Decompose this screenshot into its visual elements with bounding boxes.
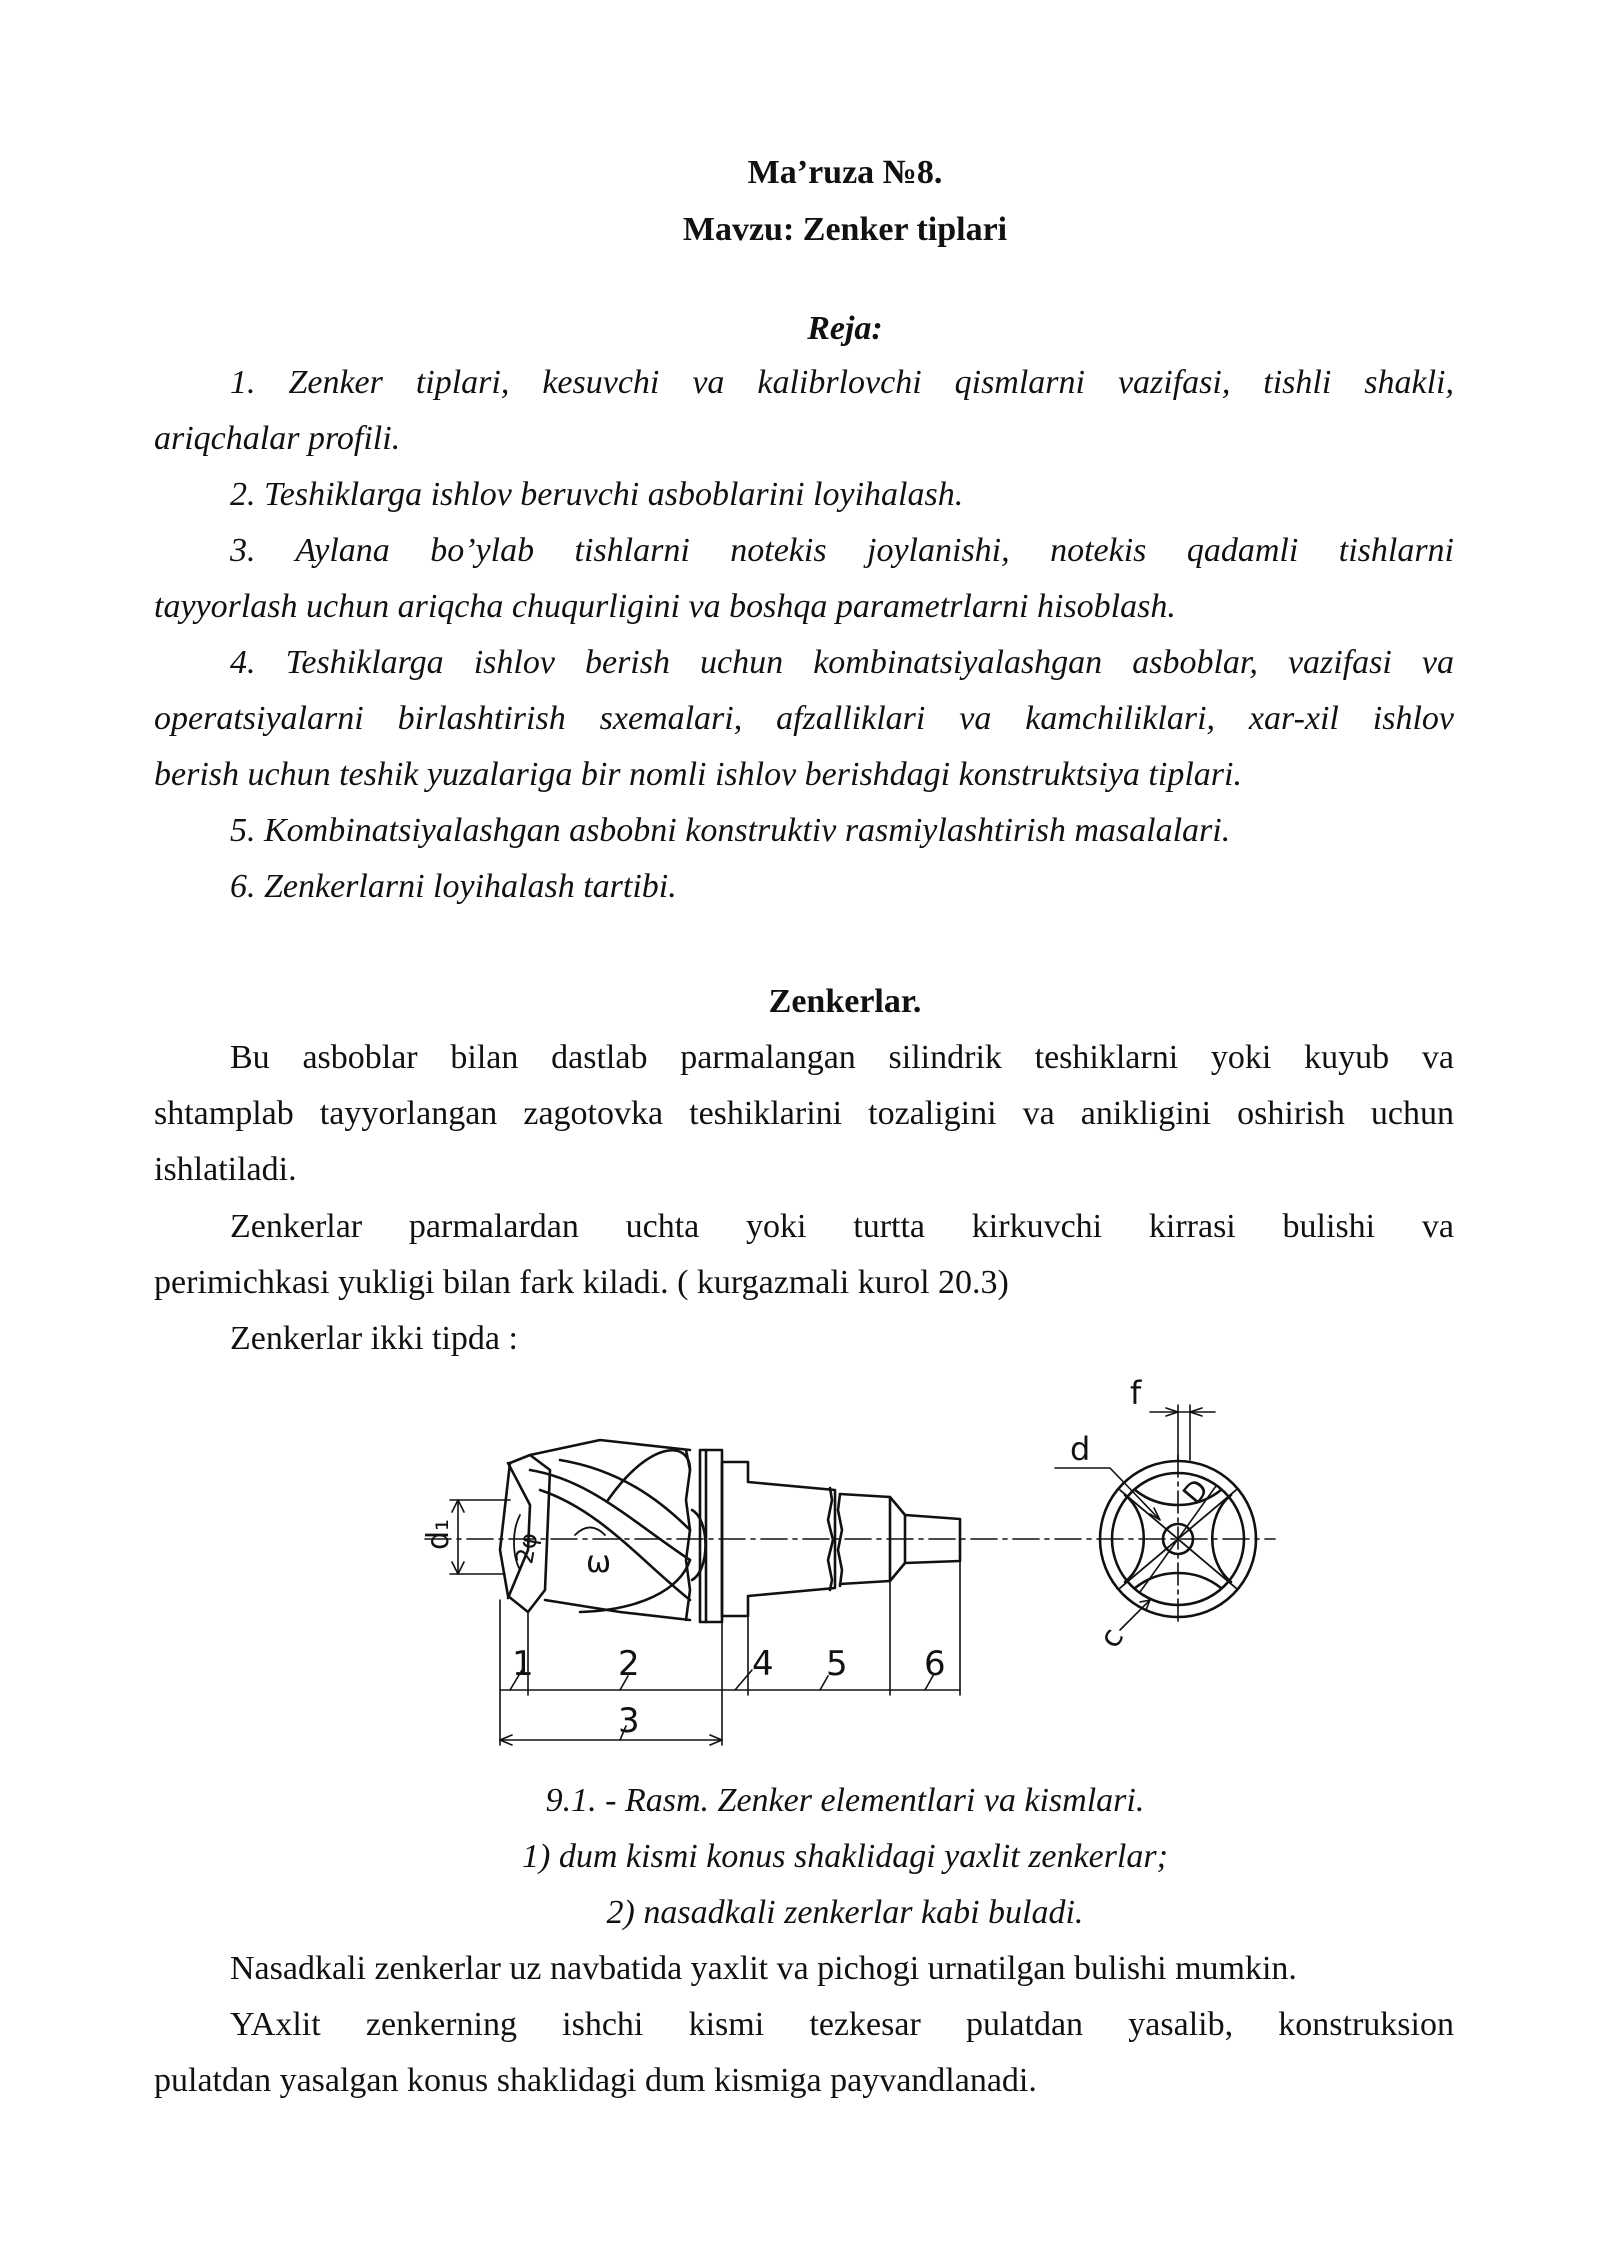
paragraph-line: perimichkasi yukligi bilan fark kiladi. ( kurgazmali kurol 20.3) xyxy=(154,1264,1009,1301)
plan-line: 1. Zenker tiplari, kesuvchi va kalibrlovchi qismlarni vazifasi, tishli shakli, xyxy=(230,364,1454,401)
label-D: D xyxy=(1176,1472,1216,1511)
lecture-number: Ma’ruza №8. xyxy=(747,154,943,191)
plan-line: 6. Zenkerlarni loyihalash tartibi. xyxy=(230,868,677,905)
label-2phi: 2φ xyxy=(510,1530,544,1567)
plan-line: ariqchalar profili. xyxy=(154,420,401,457)
label-3: 3 xyxy=(618,1701,640,1741)
plan-line: 3. Aylana bo’ylab tishlarni notekis joylanishi, notekis qadamli tishlarni xyxy=(230,532,1454,569)
paragraph-line: shtamplab tayyorlangan zagotovka teshiklarini tozaligini va anikligini oshirish uchun xyxy=(154,1095,1454,1132)
paragraph-line: pulatdan yasalgan konus shaklidagi dum kismiga payvandlanadi. xyxy=(154,2062,1037,2099)
label-6: 6 xyxy=(924,1644,946,1684)
label-d1: d₁ xyxy=(421,1518,456,1550)
lecture-topic: Mavzu: Zenker tiplari xyxy=(682,211,1008,248)
paragraph-line: Zenkerlar parmalardan uchta yoki turtta kirkuvchi kirrasi bulishi va xyxy=(230,1208,1454,1245)
plan-line: tayyorlash uchun ariqcha chuqurligini va boshqa parametrlarni hisoblash. xyxy=(154,588,1176,625)
label-5: 5 xyxy=(826,1644,848,1684)
paragraph-line: Bu asboblar bilan dastlab parmalangan silindrik teshiklarni yoki kuyub va xyxy=(230,1039,1454,1076)
label-c: c xyxy=(1092,1622,1132,1654)
paragraph-line: ishlatiladi. xyxy=(154,1151,297,1188)
plan-line: operatsiyalarni birlashtirish sxemalari, afzalliklari va kamchiliklari, xar-xil ishlov xyxy=(154,700,1454,737)
zenker-drawing xyxy=(0,1370,1600,1760)
figure-caption-line: 2) nasadkali zenkerlar kabi buladi. xyxy=(606,1894,1084,1931)
label-f: f xyxy=(1130,1374,1142,1412)
plan-title: Reja: xyxy=(807,310,883,347)
zenker-collar xyxy=(700,1450,722,1622)
paragraph-line: YAxlit zenkerning ishchi kismi tezkesar pulatdan yasalib, konstruksion xyxy=(230,2006,1454,2043)
plan-line: 2. Teshiklarga ishlov beruvchi asboblarini loyihalash. xyxy=(230,476,964,513)
label-4: 4 xyxy=(752,1644,774,1684)
plan-line: 4. Teshiklarga ishlov berish uchun kombinatsiyalashgan asboblar, vazifasi va xyxy=(230,644,1454,681)
plan-line: berish uchun teshik yuzalariga bir nomli ishlov berishdagi konstruktsiya tiplari. xyxy=(154,756,1242,793)
label-1: 1 xyxy=(512,1644,534,1684)
figure-caption-line: 1) dum kismi konus shaklidagi yaxlit zenkerlar; xyxy=(522,1838,1168,1875)
section-title: Zenkerlar. xyxy=(768,983,922,1020)
label-omega: ω xyxy=(586,1545,612,1580)
label-2: 2 xyxy=(618,1644,640,1684)
paragraph-line: Zenkerlar ikki tipda : xyxy=(230,1320,518,1357)
plan-line: 5. Kombinatsiyalashgan asbobni konstruktiv rasmiylashtirish masalalari. xyxy=(230,812,1231,849)
label-d: d xyxy=(1070,1430,1091,1468)
figure-caption-line: 9.1. - Rasm. Zenker elementlari va kismlari. xyxy=(545,1782,1145,1819)
paragraph-line: Nasadkali zenkerlar uz navbatida yaxlit va pichogi urnatilgan bulishi mumkin. xyxy=(230,1950,1297,1987)
